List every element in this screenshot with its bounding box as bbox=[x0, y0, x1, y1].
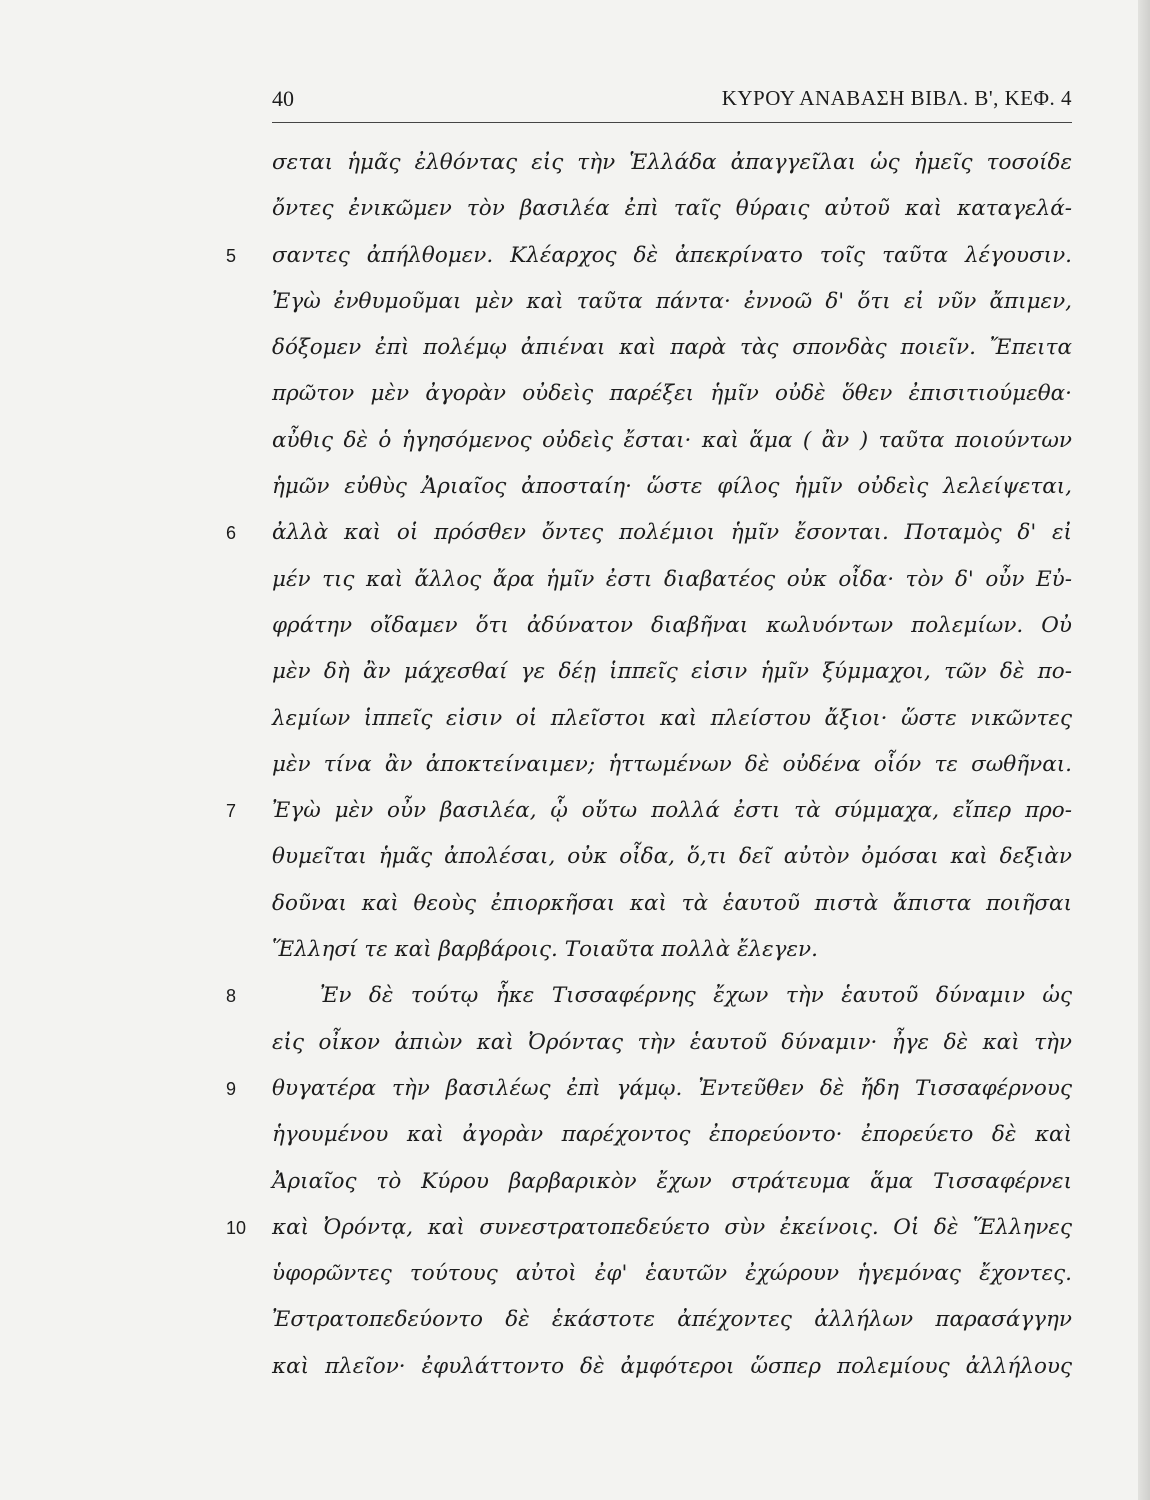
text-line bbox=[226, 510, 1072, 556]
line-text: εἰς οἶκον ἀπιὼν καὶ Ὀρόντας τὴν ἑαυτοῦ δύναμιν· ἦγε δὲ καὶ τὴν bbox=[272, 1029, 1072, 1055]
text-line bbox=[226, 233, 1072, 279]
line-text: ἀλλὰ καὶ οἱ πρόσθεν ὄντες πολέμιοι ἡμῖν ἔσονται. Ποταμὸς δ' εἰ bbox=[272, 520, 1072, 546]
section-number: 6 bbox=[226, 523, 237, 544]
text-line bbox=[226, 788, 1072, 834]
text-line bbox=[226, 1205, 1072, 1251]
text-line bbox=[272, 325, 1072, 371]
line-text: Ἐγὼ ἐνθυμοῦμαι μὲν καὶ ταῦτα πάντα· ἐννοῶ δ' ὅτι εἰ νῦν ἄπιμεν, bbox=[272, 288, 1072, 314]
header-rule bbox=[272, 122, 1072, 123]
line-text: Ἕλλησί τε καὶ βαρβάροις. Τοιαῦτα πολλὰ ἔλεγεν. bbox=[272, 937, 818, 963]
line-text: ἡγουμένου καὶ ἀγορὰν παρέχοντος ἐπορεύοντο· ἐπορεύετο δὲ καὶ bbox=[272, 1122, 1072, 1148]
line-text: ὑφορῶντες τούτους αὐτοὶ ἐφ' ἑαυτῶν ἐχώρουν ἡγεμόνας ἔχοντες. bbox=[272, 1261, 1072, 1287]
line-text: σαντες ἀπήλθομεν. Κλέαρχος δὲ ἀπεκρίνατο τοῖς ταῦτα λέγουσιν. bbox=[272, 242, 1072, 268]
line-text: ἡμῶν εὐθὺς Ἀριαῖος ἀποσταίη· ὥστε φίλος ἡμῖν οὐδεὶς λελείψεται, bbox=[272, 474, 1072, 500]
running-head: ΚΥΡΟΥ ΑΝΑΒΑΣΗ ΒΙΒΛ. Β', ΚΕΦ. 4 bbox=[721, 86, 1072, 110]
line-text: Ἐστρατοπεδεύοντο δὲ ἑκάστοτε ἀπέχοντες ἀλλήλων παρασάγγην bbox=[272, 1307, 1072, 1333]
section-number: 10 bbox=[226, 1217, 247, 1238]
line-text: αὖθις δὲ ὁ ἡγησόμενος οὐδεὶς ἔσται· καὶ ἅμα ( ἂν ) ταῦτα ποιούντων bbox=[272, 427, 1072, 453]
line-text: μὲν τίνα ἂν ἀποκτείναιμεν; ἡττωμένων δὲ οὐδένα οἷόν τε σωθῆναι. bbox=[272, 751, 1072, 777]
line-text: Ἐν δὲ τούτῳ ἧκε Τισσαφέρνης ἔχων τὴν ἑαυτοῦ δύναμιν ὡς bbox=[320, 983, 1072, 1009]
line-text: δόξομεν ἐπὶ πολέμῳ ἀπιέναι καὶ παρὰ τὰς σπονδὰς ποιεῖν. Ἔπειτα bbox=[272, 335, 1072, 361]
text-line bbox=[272, 140, 1072, 186]
line-text: μέν τις καὶ ἄλλος ἄρα ἡμῖν ἐστι διαβατέος οὐκ οἶδα· τὸν δ' οὖν Εὐ- bbox=[272, 566, 1072, 592]
section-number: 7 bbox=[226, 801, 237, 822]
text-line bbox=[272, 881, 1072, 927]
text-line bbox=[272, 1297, 1072, 1343]
line-text: σεται ἡμᾶς ἐλθόντας εἰς τὴν Ἑλλάδα ἀπαγγεῖλαι ὡς ἡμεῖς τοσοίδε bbox=[272, 150, 1072, 175]
section-number: 8 bbox=[226, 986, 237, 1007]
text-line bbox=[272, 186, 1072, 232]
text-line bbox=[272, 418, 1072, 464]
text-line bbox=[272, 1020, 1072, 1066]
line-text: θυγατέρα τὴν βασιλέως ἐπὶ γάμῳ. Ἐντεῦθεν δὲ ἤδη Τισσαφέρνους bbox=[272, 1075, 1072, 1101]
text-line bbox=[272, 1344, 1072, 1390]
text-line bbox=[272, 464, 1072, 510]
text-line bbox=[272, 696, 1072, 742]
line-text: καὶ Ὀρόντᾳ, καὶ συνεστρατοπεδεύετο σὺν ἐκείνοις. Οἱ δὲ Ἕλληνες bbox=[272, 1214, 1072, 1240]
line-text: πρῶτον μὲν ἀγορὰν οὐδεὶς παρέξει ἡμῖν οὐδὲ ὅθεν ἐπισιτιούμεθα· bbox=[272, 381, 1072, 407]
section-number: 5 bbox=[226, 245, 237, 266]
text-line bbox=[272, 649, 1072, 695]
line-text: φράτην οἴδαμεν ὅτι ἀδύνατον διαβῆναι κωλυόντων πολεμίων. Οὐ bbox=[272, 612, 1072, 638]
text-line bbox=[272, 371, 1072, 417]
text-line bbox=[272, 834, 1072, 880]
line-text: ὄντες ἐνικῶμεν τὸν βασιλέα ἐπὶ ταῖς θύραις αὐτοῦ καὶ καταγελά- bbox=[272, 196, 1072, 222]
greek-text-body bbox=[226, 140, 1072, 1390]
line-text: λεμίων ἱππεῖς εἰσιν οἱ πλεῖστοι καὶ πλείστου ἄξιοι· ὥστε νικῶντες bbox=[272, 705, 1072, 731]
text-line bbox=[272, 1251, 1072, 1297]
page-header bbox=[272, 78, 1072, 118]
text-line bbox=[272, 742, 1072, 788]
text-line bbox=[272, 557, 1072, 603]
section-number: 9 bbox=[226, 1078, 237, 1099]
line-text: Ἀριαῖος τὸ Κύρου βαρβαρικὸν ἔχων στράτευμα ἅμα Τισσαφέρνει bbox=[272, 1168, 1072, 1194]
text-line bbox=[272, 603, 1072, 649]
line-text: μὲν δὴ ἂν μάχεσθαί γε δέῃ ἱππεῖς εἰσιν ἡμῖν ξύμμαχοι, τῶν δὲ πο- bbox=[272, 659, 1072, 685]
text-line bbox=[272, 1159, 1072, 1205]
page-number: 40 bbox=[272, 86, 294, 111]
text-line bbox=[226, 1066, 1072, 1112]
line-text: θυμεῖται ἡμᾶς ἀπολέσαι, οὐκ οἶδα, ὅ,τι δεῖ αὐτὸν ὀμόσαι καὶ δεξιὰν bbox=[272, 844, 1072, 870]
line-text: καὶ πλεῖον· ἐφυλάττοντο δὲ ἀμφότεροι ὥσπερ πολεμίους ἀλλήλους bbox=[272, 1353, 1072, 1379]
line-text: Ἐγὼ μὲν οὖν βασιλέα, ᾧ οὕτω πολλά ἐστι τὰ σύμμαχα, εἴπερ προ- bbox=[272, 798, 1072, 824]
text-line bbox=[226, 973, 1072, 1019]
text-line bbox=[272, 279, 1072, 325]
line-text: δοῦναι καὶ θεοὺς ἐπιορκῆσαι καὶ τὰ ἑαυτοῦ πιστὰ ἄπιστα ποιῆσαι bbox=[272, 890, 1072, 916]
text-line bbox=[272, 1112, 1072, 1158]
text-line bbox=[272, 927, 1072, 973]
page-edge-shadow bbox=[1138, 0, 1150, 1500]
